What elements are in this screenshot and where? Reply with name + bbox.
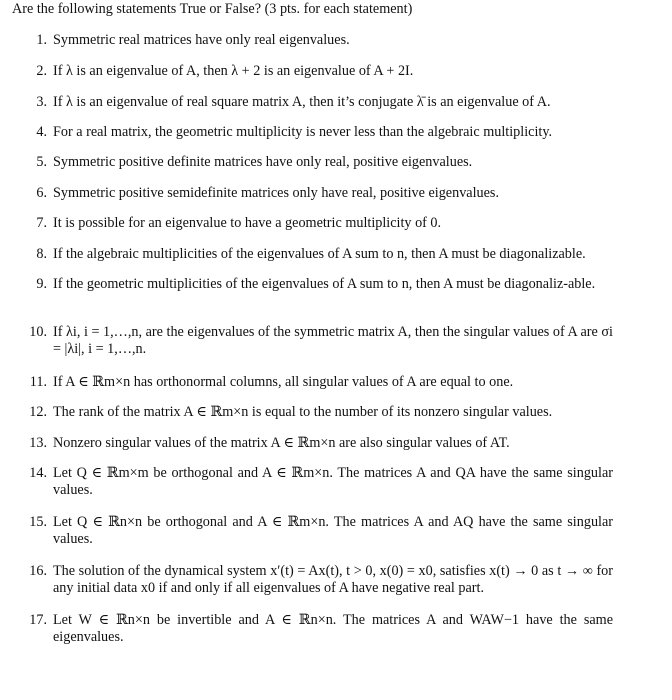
statement-text: It is possible for an eigenvalue to have a geometric multiplicity of 0. xyxy=(53,215,442,231)
statement-text: Symmetric positive definite matrices have only real, positive eigenvalues. xyxy=(53,154,473,170)
statement-text: The rank of the matrix A ∈ ℝm×n is equal to the number of its nonzero singular values. xyxy=(53,404,553,420)
statement-text: If the algebraic multiplicities of the eigenvalues of A sum to n, then A must be diagonalizable. xyxy=(53,246,586,262)
statement-text: If λ is an eigenvalue of real square matrix A, then it’s conjugate λ̄ is an eigenvalue of A. xyxy=(53,94,551,110)
statement-number: 11. xyxy=(29,374,47,390)
statement-text: For a real matrix, the geometric multiplicity is never less than the algebraic multiplicity. xyxy=(53,124,553,140)
statement-text: If A ∈ ℝm×n has orthonormal columns, all singular values of A are equal to one. xyxy=(53,374,514,390)
statement-number: 8. xyxy=(36,246,47,262)
statement-text: If λ is an eigenvalue of A, then λ + 2 is an eigenvalue of A + 2I. xyxy=(53,63,414,79)
statement-number: 16. xyxy=(29,563,47,579)
statement-text: Let W ∈ ℝn×n be invertible and A ∈ ℝn×n. The matrices A and WAW−1 have the same eigenvalues. xyxy=(53,612,613,645)
statement-number: 15. xyxy=(29,514,47,530)
statement-number: 1. xyxy=(36,32,47,48)
statement-text: If the geometric multiplicities of the eigenvalues of A sum to n, then A must be diagonaliz-able. xyxy=(53,276,596,292)
statement-number: 2. xyxy=(36,63,47,79)
statement-number: 4. xyxy=(36,124,47,140)
statement-number: 10. xyxy=(29,324,47,340)
instructions-heading: Are the following statements True or False? (3 pts. for each statement) xyxy=(12,1,413,17)
statement-text: Let Q ∈ ℝn×n be orthogonal and A ∈ ℝm×n. The matrices A and AQ have the same singular values. xyxy=(53,514,613,547)
statement-number: 13. xyxy=(29,435,47,451)
statement-number: 9. xyxy=(36,276,47,292)
statement-text: Symmetric positive semidefinite matrices only have real, positive eigenvalues. xyxy=(53,185,499,201)
statement-text: Nonzero singular values of the matrix A ∈ ℝm×n are also singular values of AT. xyxy=(53,435,510,451)
statement-text: If λi, i = 1,…,n, are the eigenvalues of the symmetric matrix A, then the singular values of A are σi = |λi|, i = 1,…,n. xyxy=(53,324,613,357)
statement-text: Let Q ∈ ℝm×m be orthogonal and A ∈ ℝm×n. The matrices A and QA have the same singular values. xyxy=(53,465,613,498)
statement-number: 7. xyxy=(36,215,47,231)
statement-number: 12. xyxy=(29,404,47,420)
statement-number: 6. xyxy=(36,185,47,201)
statement-text: The solution of the dynamical system x′(t) = Ax(t), t > 0, x(0) = x0, satisfies x(t) → 0 as t → ∞ for any initial data x0 if and only if all eigenvalues of A have negative real part. xyxy=(53,563,613,596)
statement-number: 17. xyxy=(29,612,47,628)
statement-text: Symmetric real matrices have only real eigenvalues. xyxy=(53,32,350,48)
statement-number: 14. xyxy=(29,465,47,481)
statement-number: 5. xyxy=(36,154,47,170)
statement-number: 3. xyxy=(36,94,47,110)
